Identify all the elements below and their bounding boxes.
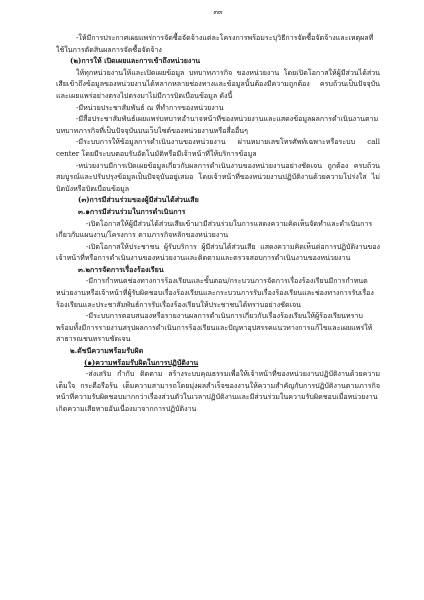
paragraph: -ส่งเสริม กำกับ ติดตาม สร้างระบบคุณธรรมเพื่อให้เจ้าหน้าที่ของหน่วยงานปฏิบัติงานด้วยความเต็มใจ กระตือรือร้น เต็มความสามารถโดยมุ่งผลสำเร็จของงานให้ความสำคัญกับการปฏิบัติงานตามภารกิจหน้าที่ความรับผิดชอบมากกว่าเรื่องส่วนตัวในเวลาปฏิบัติงานและมีส่วนร่วมในความรับผิดชอบเมื่อหน่วยงานเกิดความเสียหายอันเนื่องมาจากการปฏิบัติงาน bbox=[56, 369, 380, 413]
paragraph: ให้ทุกหน่วยงานให้และเปิดเผยข้อมูล บทบาทภารกิจ ของหน่วยงาน โดยเปิดโอกาสให้ผู้มีส่วนได้ส่วนเสียเข้าถึงข้อมูลของหน่วยงานได้หลากหลายช่องทางและข้อมูลนั้นต้องมีความถูกต้อง ครบถ้วนเป็นปัจจุบัน และเผยแพร่อย่างตรงไปตรงมาไม่มีการบิดเบือนข้อมูล ดังนี้ bbox=[56, 67, 380, 100]
paragraph: -เปิดโอกาสให้ผู้มีส่วนได้ส่วนเสียเข้ามามีส่วนร่วมในการแสดงความคิดเห็นจัดทำและดำเนินการเกี่ยวกับแผนงาน/โครงการ ตามภารกิจหลักของหน่วยงาน bbox=[56, 218, 373, 240]
paragraph: -มีระบบการให้ข้อมูลการดำเนินงานของหน่วยงาน ผ่านหมายเลขโทรศัพท์เฉพาะหรือระบบ call center โดยมีระบบตอบรับอัตโนมัติหรือมีเจ้าหน้าที่ให้บริการข้อมูล bbox=[56, 137, 380, 158]
section-heading: ๒.ดัชนีความพร้อมรับผิด bbox=[70, 346, 144, 356]
document-body bbox=[56, 32, 380, 415]
paragraph: -หน่วยงานมีการเปิดเผยข้อมูลเกี่ยวกับผลการดำเนินงานของหน่วยงานอย่างชัดเจน ถูกต้อง ครบถ้วนสมบูรณ์และปรับปรุงข้อมูลเป็นปัจจุบันอยู่เสมอ โดยเจ้าหน้าที่ของหน่วยงานปฏิบัติงานด้วยความโปร่งใส ไม่บิดบังหรือบิดเบือนข้อมูล bbox=[56, 160, 380, 193]
section-heading: (๓)การมีส่วนร่วมของผู้มีส่วนได้ส่วนเสีย bbox=[78, 195, 199, 205]
paragraph: -มีระบบการตอบสนองหรือรายงานผลการดำเนินการเกี่ยวกับเรื่องร้องเรียนให้ผู้ร้องเรียนทราบพร้อมทั้งมีการรายงานสรุปผลการดำเนินการร้องเรียนและปัญหาอุปสรรคแนวทางการแก้ไขและเผยแพร่ให้สาธารณชนทราบชัดเจน bbox=[56, 311, 373, 344]
section-heading: (๒)การให้ เปิดเผยและการเข้าถึงหน่วยงาน bbox=[70, 56, 201, 66]
section-heading: ๓.๑การมีส่วนร่วมในการดำเนินการ bbox=[78, 206, 186, 216]
section-heading: (๑)ความพร้อมรับผิดในการปฏิบัติงาน bbox=[84, 357, 199, 367]
section-heading: ๓.๒การจัดการเรื่องร้องเรียน bbox=[78, 264, 164, 274]
paragraph: -มีสื่อประชาสัมพันธ์เผยแพร่บทบาทอำนาจหน้าที่ของหน่วยงานและแสดงข้อมูลผลการดำเนินงานตามบทบาทภารกิจที่เป็นปัจจุบันบนเว็บไซต์ของหน่วยงานหรือสื่ออื่นๆ bbox=[56, 114, 379, 135]
paragraph: -เปิดโอกาสให้ประชาชน ผู้รับบริการ ผู้มีส่วนได้ส่วนเสีย แสดงความคิดเห็นต่อการปฏิบัติงานของเจ้าหน้าที่หรือการดำเนินงานของหน่วยงานและติดตามและตรวจสอบการดำเนินงานของหน่วยงาน bbox=[56, 241, 380, 263]
paragraph: -มีหน่วยประชาสัมพันธ์ ณ ที่ทำการของหน่วยงาน bbox=[76, 102, 224, 112]
paragraph: -มีการกำหนดช่องทางการร้องเรียนและขั้นตอน/กระบวนการจัดการเรื่องร้องเรียนมีการกำหนดหน่วยงานหรือเจ้าหน้าที่ผู้รับผิดชอบเรื่องร้องเรียนและกระบวนการรับเรื่องร้องเรียนและช่องทางการรับเรื่องร้องเรียนและประชาสัมพันธ์การรับเรื่องร้องเรียนให้ประชาชนได้ทราบอย่างชัดเจน bbox=[56, 276, 374, 309]
page-number: ๓๓ bbox=[213, 8, 223, 16]
paragraph: -ให้มีการประกาศเผยแพร่การจัดซื้อจัดจ้างแต่ละโครงการพร้อมระบุวิธีการจัดซื้อจัดจ้างและเหตุผลที่ใช้ในการตัดสินผลการจัดซื้อจัดจ้าง bbox=[56, 33, 374, 54]
